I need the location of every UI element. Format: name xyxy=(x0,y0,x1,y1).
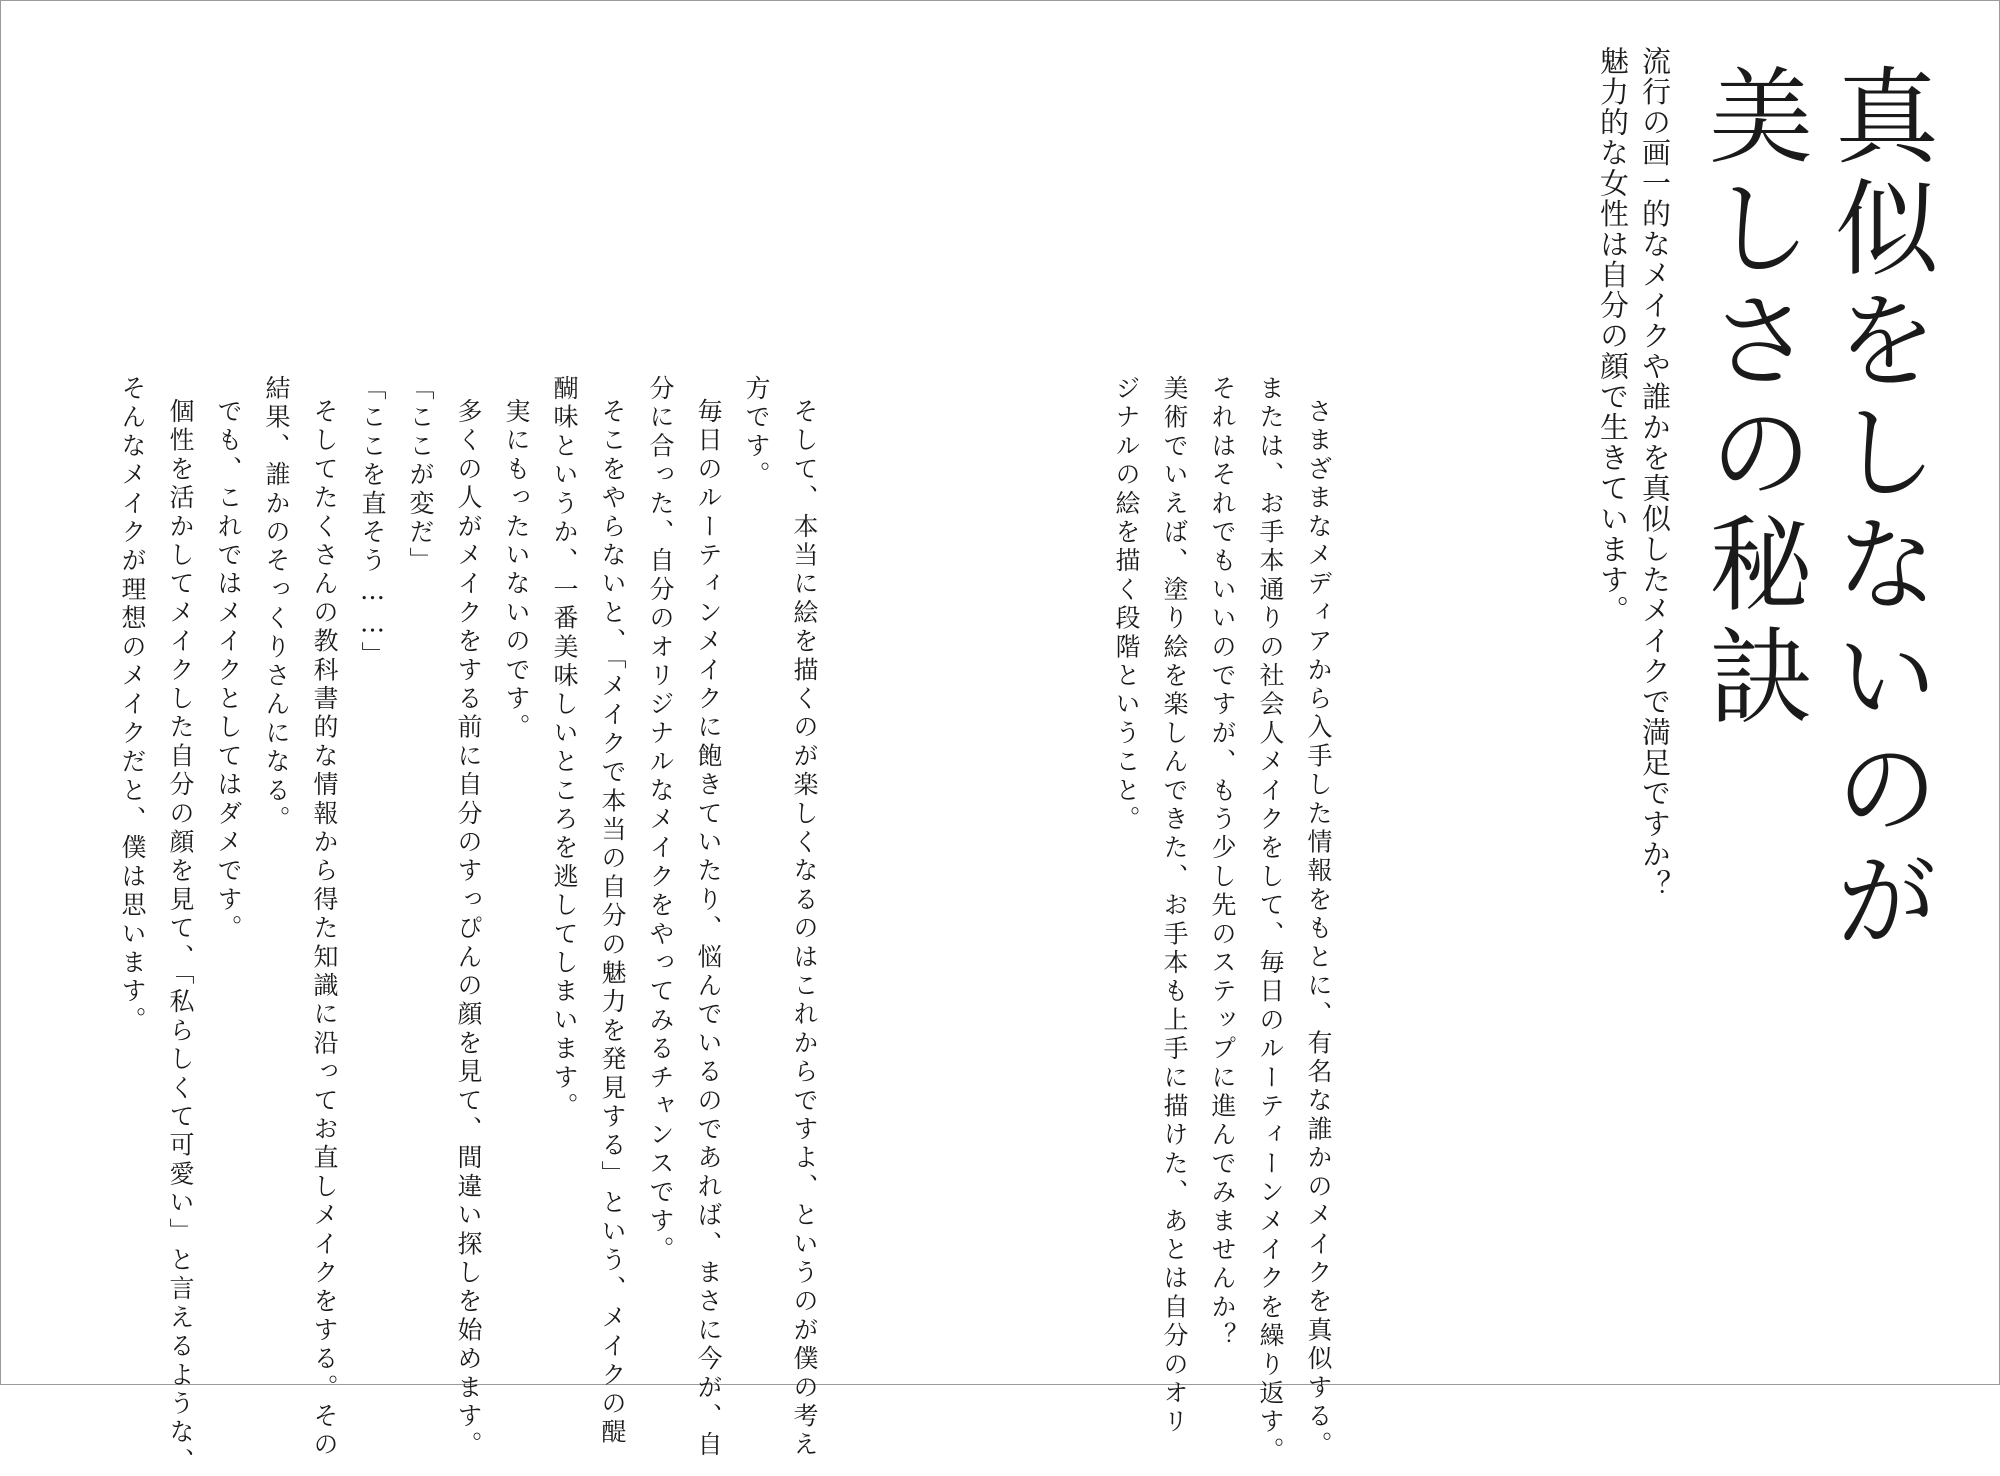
section2-line-13: でも、これではメイクとしてはダメです。 xyxy=(214,398,243,944)
section1-line-1: さまざまなメディアから入手した情報をもとに、有名な誰かのメイクを真似する。 xyxy=(1304,398,1333,1460)
lead-line-1: 流行の画一的なメイクや誰かを真似したメイクで満足ですか？ xyxy=(1638,46,1672,900)
section2-line-8: 多くの人がメイクをする前に自分のすっぴんの顔を見て、間違い探しを始めます。 xyxy=(454,398,483,1460)
section2-line-3: 毎日のルーティンメイクに飽きていたり、悩んでいるのであれば、まさに今が、自 xyxy=(694,398,723,1460)
title-line-2: 美しさの秘訣 xyxy=(1691,62,1813,734)
section2-line-6: 醐味というか、一番美味しいところを逃してしまいます。 xyxy=(550,375,579,1122)
section2-line-2: 方です。 xyxy=(742,375,771,490)
section2-line-12: 結果、誰かのそっくりさんになる。 xyxy=(262,375,291,835)
section2-line-1: そして、本当に絵を描くのが楽しくなるのはこれからですよ、というのが僕の考え xyxy=(790,398,819,1460)
section2-line-15: そんなメイクが理想のメイクだと、僕は思います。 xyxy=(118,375,147,1036)
section2-line-7: 実にもったいないのです。 xyxy=(502,398,531,743)
section1-line-2: または、お手本通りの社会人メイクをして、毎日のルーティーンメイクを繰り返す。 xyxy=(1256,375,1285,1466)
section2-line-10: 「ここを直そう……」 xyxy=(358,375,387,670)
section1-line-3: それはそれでもいいのですが、もう少し先のステップに進んでみませんか？ xyxy=(1208,375,1237,1351)
section1-line-5: ジナルの絵を描く段階ということ。 xyxy=(1112,375,1141,835)
section2-line-14: 個性を活かしてメイクした自分の顔を見て、「私らしくて可愛い」と言えるような、 xyxy=(166,398,195,1476)
section2-line-9: 「ここが変だ」 xyxy=(406,375,435,576)
section2-line-4: 分に合った、自分のオリジナルなメイクをやってみるチャンスです。 xyxy=(646,375,675,1265)
section2-line-11: そしてたくさんの教科書的な情報から得た知識に沿ってお直しメイクをする。その xyxy=(310,398,339,1460)
title-line-1: 真似をしないのが xyxy=(1817,62,1939,958)
section1-line-4: 美術でいえば、塗り絵を楽しんできた、お手本も上手に描けた、あとは自分のオリ xyxy=(1160,375,1189,1437)
lead-line-2: 魅力的な女性は自分の顔で生きています。 xyxy=(1596,46,1630,626)
section2-line-5: そこをやらないと、「メイクで本当の自分の魅力を発見する」という、メイクの醍 xyxy=(598,398,627,1448)
